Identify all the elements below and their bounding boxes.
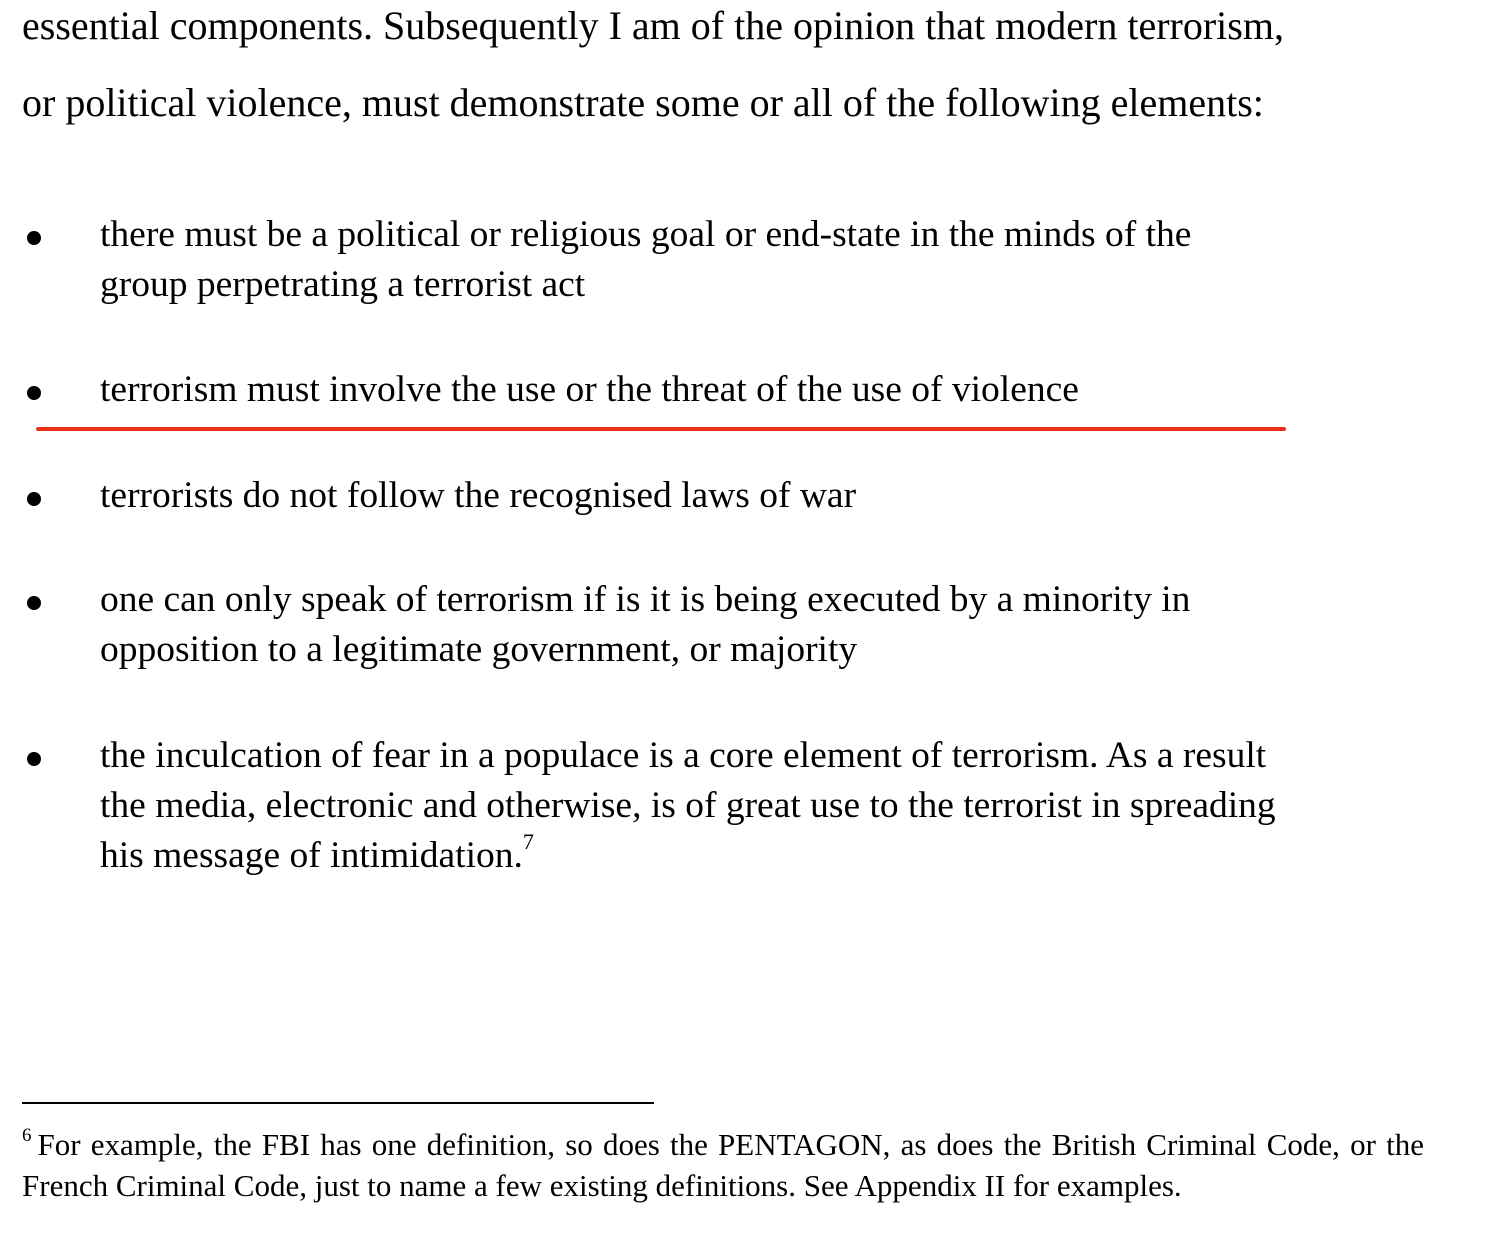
bullet-icon	[27, 596, 41, 610]
list-item-line: there must be a political or religious goal or end-state in the minds of the	[100, 214, 1192, 255]
bullet-icon	[27, 752, 41, 766]
list-item-text	[100, 210, 1460, 310]
bullet-icon	[27, 492, 41, 506]
bullet-icon	[27, 386, 41, 400]
list-item-line-last	[100, 831, 1460, 881]
footnote	[22, 1124, 1424, 1206]
list-item-line: opposition to a legitimate government, or majority	[100, 629, 858, 670]
list-item-line: one can only speak of terrorism if is it is being executed by a minority in	[100, 579, 1191, 620]
list-item-text	[100, 731, 1460, 881]
list-item-line: terrorism must involve the use or the threat of the use of violence	[100, 369, 1079, 410]
footnote-number: 6	[22, 1125, 32, 1146]
red-underline-annotation	[36, 427, 1286, 431]
bullet-icon	[27, 231, 41, 245]
footnote-separator	[22, 1102, 654, 1104]
list-item-line: the media, electronic and otherwise, is of great use to the terrorist in spreading	[100, 785, 1276, 826]
list-item-text	[100, 365, 1460, 415]
list-item-line: his message of intimidation.	[100, 835, 523, 876]
list-item-text	[100, 575, 1460, 675]
list-item-text	[100, 471, 1460, 521]
footnote-text: For example, the FBI has one definition, so does the PENTAGON, as does the British Criminal Code, or the French Criminal Code, just to name a few existing definitions. See Appendix II for examples.	[22, 1127, 1424, 1203]
list-item-line: group perpetrating a terrorist act	[100, 264, 586, 305]
footnote-reference[interactable]: 7	[522, 829, 534, 854]
intro-line-1: essential components. Subsequently I am of the opinion that modern terrorism,	[22, 3, 1284, 48]
intro-line-2: or political violence, must demonstrate some or all of the following elements:	[22, 80, 1264, 125]
list-item-line: the inculcation of fear in a populace is a core element of terrorism. As a result	[100, 735, 1267, 776]
list-item-line: terrorists do not follow the recognised laws of war	[100, 475, 857, 516]
